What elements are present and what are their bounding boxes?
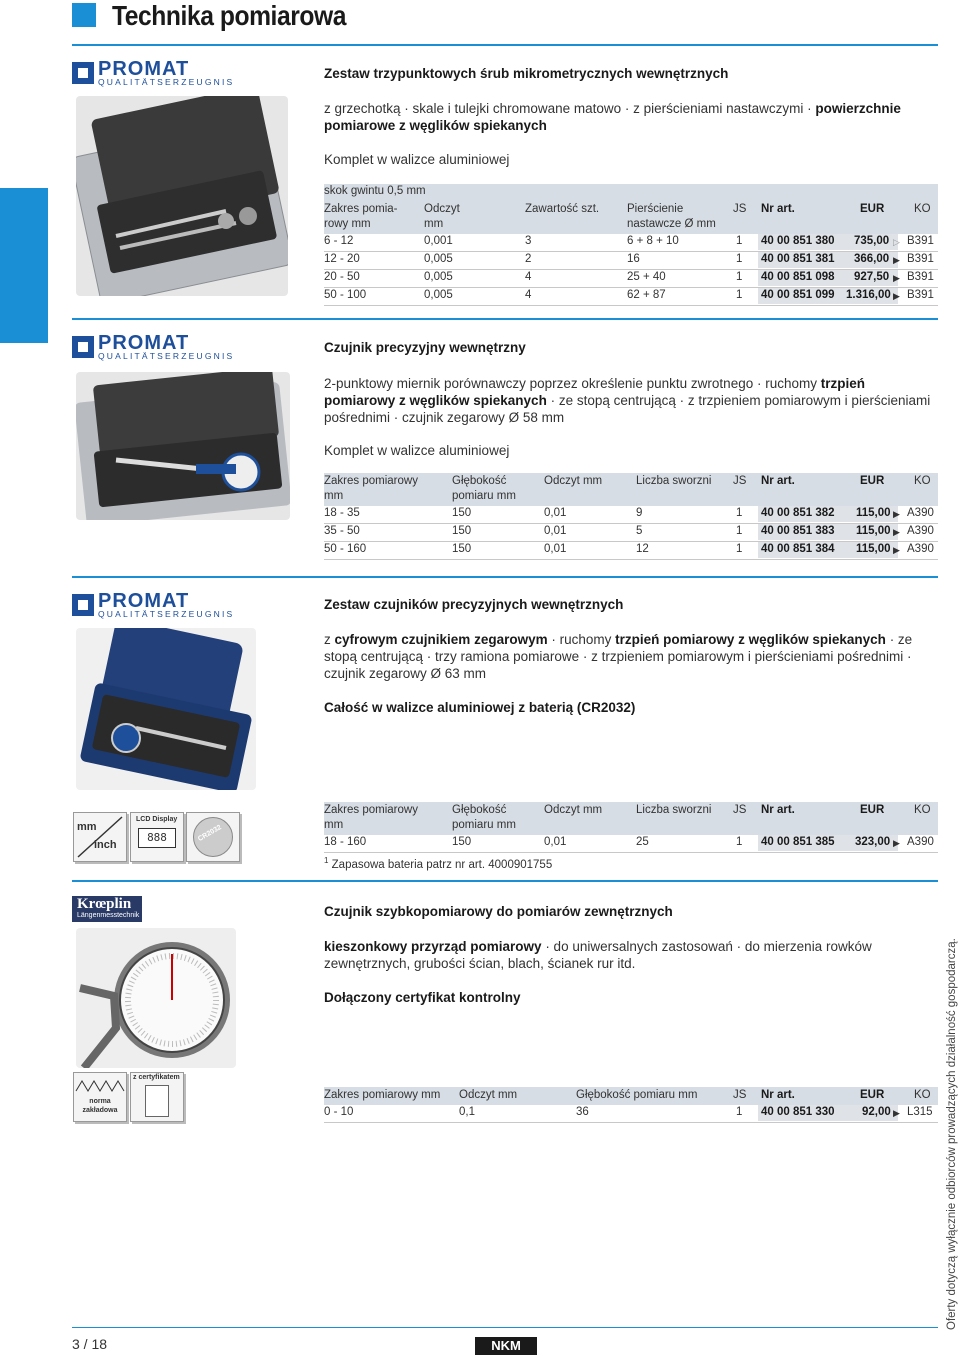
promat-logo-mark (72, 336, 94, 358)
section3-description: z cyfrowym czujnikiem zegarowym · ruchomy trzpień pomiarowy z węglików spiekanych · ze stopą centrującą · trzy ramiona pomiarowe · z trzpieniem pomiarowym i pierścieniami pośrednimi · czujnik zegarowy Ø 63 mm (324, 632, 913, 681)
article-number: 40 00 851 385 (761, 836, 835, 848)
lcd-display-icon: LCD Display 888 (130, 812, 184, 862)
promat-logo-sub: QUALITÄTSERZEUGNIS (98, 351, 235, 361)
table-header-row (324, 201, 938, 234)
promat-logo (72, 58, 235, 88)
micrometer-case-image (76, 96, 288, 296)
col-header-js: JS (733, 475, 747, 487)
col-header-contents: Zawartość szt. (525, 203, 600, 215)
col-header-range-unit: mm (324, 490, 344, 502)
section-divider (72, 576, 938, 578)
mm-inch-icon: mm inch (73, 812, 127, 862)
product-photo-micrometer-set (76, 96, 288, 296)
promat-logo-word: PROMAT (98, 590, 190, 612)
triangle-icon: ▷ (893, 237, 900, 247)
col-header-reading: Odczyt mm (459, 1089, 518, 1101)
price: 115,00 (856, 543, 891, 555)
col-header-range-unit: rowy mm (324, 218, 371, 230)
section1-title: Zestaw trzypunktowych śrub mikrometrycznych wewnętrznych (324, 66, 729, 81)
section1-table (324, 184, 938, 306)
col-header-ko: KO (914, 804, 931, 816)
triangle-icon: ▶ (893, 273, 900, 283)
triangle-icon: ▶ (893, 255, 900, 265)
price: 735,00 (854, 235, 890, 247)
col-header-range: Zakres pomia- (324, 203, 398, 215)
triangle-icon: ▶ (893, 527, 900, 537)
header-rule (72, 44, 938, 46)
col-header-range-unit: mm (324, 819, 344, 831)
col-header-art: Nr art. (761, 475, 795, 487)
nkm-logo: NKM (475, 1337, 537, 1355)
section2-title: Czujnik precyzyjny wewnętrzny (324, 340, 526, 355)
col-header-art: Nr art. (761, 1089, 795, 1101)
triangle-icon: ▶ (893, 545, 900, 555)
table-row: 35 - 50 150 0,01 5 1 40 00 851 383 115,00 ▶ A390 (324, 524, 938, 542)
triangle-icon: ▶ (893, 509, 900, 519)
col-header-js: JS (733, 804, 747, 816)
price: 927,50 (854, 271, 890, 283)
promat-logo-mark (72, 62, 94, 84)
table-header-row (324, 473, 938, 506)
col-header-reading: Odczyt (424, 203, 460, 215)
col-header-art: Nr art. (761, 804, 795, 816)
col-header-js: JS (733, 203, 747, 215)
price: 115,00 (856, 525, 891, 537)
col-header-ko: KO (914, 1089, 931, 1101)
page-number: 3 / 18 (72, 1336, 108, 1352)
col-header-range: Zakres pomiarowy (324, 475, 418, 487)
kroplin-logo: Krœplin Längenmesstechnik (72, 896, 142, 922)
section3-title: Zestaw czujników precyzyjnych wewnętrznych (324, 597, 624, 612)
table-caption: skok gwintu 0,5 mm (324, 185, 426, 197)
col-header-rings: Pierścienie (627, 203, 684, 215)
promat-logo-word: PROMAT (98, 58, 190, 80)
product-photo-bore-gauge (76, 372, 290, 520)
table-row: 50 - 160 150 0,01 12 1 40 00 851 384 115,00 ▶ A390 (324, 542, 938, 560)
page-title: Technika pomiarowa (112, 0, 346, 31)
col-header-ko: KO (914, 203, 931, 215)
price: 366,00 (854, 253, 890, 265)
col-header-eur: EUR (860, 475, 885, 487)
footer-rule (72, 1327, 938, 1328)
triangle-icon: ▶ (893, 1108, 900, 1118)
col-header-js: JS (733, 1089, 747, 1101)
header-square (72, 3, 96, 27)
col-header-pins: Liczba sworzni (636, 475, 712, 487)
triangle-icon: ▶ (893, 838, 900, 848)
table-caption-row (324, 184, 938, 201)
col-header-art: Nr art. (761, 203, 795, 215)
promat-logo (72, 590, 235, 620)
section1-packaging: Komplet w walizce aluminiowej (324, 152, 510, 167)
product-photo-caliper-gauge (76, 928, 236, 1068)
table-row: 50 - 100 0,005 4 62 + 87 1 40 00 851 099 1.316,00 ▶ B391 (324, 288, 938, 306)
table-header-row (324, 1087, 938, 1105)
section2-table (324, 473, 938, 560)
caliper-gauge-image (76, 928, 236, 1068)
side-tab (0, 188, 48, 343)
col-header-depth: Głębokość (452, 804, 507, 816)
section-divider (72, 880, 938, 882)
col-header-eur: EUR (860, 1089, 885, 1101)
bore-gauge-case-image (76, 372, 290, 520)
article-number: 40 00 851 098 (761, 271, 835, 283)
col-header-depth: Głębokość pomiaru mm (576, 1089, 698, 1101)
price: 115,00 (856, 507, 891, 519)
promat-logo-word: PROMAT (98, 332, 190, 354)
table-row: 12 - 20 0,005 2 16 1 40 00 851 381 366,00 ▶ B391 (324, 252, 938, 270)
table-row: 18 - 160 150 0,01 25 1 40 00 851 385 323,00 ▶ A390 (324, 835, 938, 853)
col-header-range: Zakres pomiarowy mm (324, 1089, 441, 1101)
col-header-reading: Odczyt mm (544, 475, 603, 487)
col-header-rings-unit: nastawcze Ø mm (627, 218, 716, 230)
article-number: 40 00 851 383 (761, 525, 835, 537)
col-header-reading-unit: mm (424, 218, 444, 230)
table-row: 0 - 10 0,1 36 1 40 00 851 330 92,00 ▶ L315 (324, 1105, 938, 1123)
table-row: 18 - 35 150 0,01 9 1 40 00 851 382 115,00 ▶ A390 (324, 506, 938, 524)
col-header-eur: EUR (860, 203, 885, 215)
article-number: 40 00 851 381 (761, 253, 835, 265)
vertical-disclaimer: Oferty dotyczą wyłącznie odbiorców prowadzących działalność gospodarczą. (946, 938, 958, 1330)
digital-set-case-image (76, 628, 256, 790)
section-divider (72, 318, 938, 320)
table-header-row (324, 802, 938, 835)
certificate-icon: z certyfikatem (130, 1072, 184, 1122)
col-header-ko: KO (914, 475, 931, 487)
section4-description: kieszonkowy przyrząd pomiarowy · do uniwersalnych zastosowań · do mierzenia rowków zewnętrznych, grubości ścian, blach, ścianek rur itd. (324, 939, 872, 971)
article-number: 40 00 851 330 (761, 1106, 835, 1118)
col-header-depth: Głębokość (452, 475, 507, 487)
promat-logo (72, 332, 235, 362)
battery-icon: CR2032 (186, 812, 240, 862)
col-header-eur: EUR (860, 804, 885, 816)
article-number: 40 00 851 382 (761, 507, 835, 519)
promat-logo-sub: QUALITÄTSERZEUGNIS (98, 609, 235, 619)
promat-logo-sub: QUALITÄTSERZEUGNIS (98, 77, 235, 87)
footnote: $^1$ Zapasowa bateria patrz nr art. 4000901755 (324, 856, 553, 871)
product-photo-digital-set (76, 628, 256, 790)
table-row: 20 - 50 0,005 4 25 + 40 1 40 00 851 098 927,50 ▶ B391 (324, 270, 938, 288)
col-header-pins: Liczba sworzni (636, 804, 712, 816)
section4-note: Dołączony certyfikat kontrolny (324, 990, 521, 1005)
promat-logo-mark (72, 594, 94, 616)
section1-description: z grzechotką · skale i tulejki chromowane matowo · z pierścieniami nastawczymi · powierzchnie pomiarowe z węglików spiekanych (324, 101, 901, 133)
section3-packaging: Całość w walizce aluminiowej z baterią (CR2032) (324, 700, 636, 715)
triangle-icon: ▶ (893, 291, 900, 301)
article-number: 40 00 851 099 (761, 289, 835, 301)
section4-table (324, 1087, 938, 1123)
price: 1.316,00 (846, 289, 891, 301)
col-header-reading: Odczyt mm (544, 804, 603, 816)
article-number: 40 00 851 380 (761, 235, 835, 247)
col-header-range: Zakres pomiarowy (324, 804, 418, 816)
price: 92,00 (862, 1106, 891, 1118)
norma-zakladowa-icon: norma zakładowa (73, 1072, 127, 1122)
col-header-depth-unit: pomiaru mm (452, 819, 516, 831)
section3-table (324, 802, 938, 871)
section2-packaging: Komplet w walizce aluminiowej (324, 443, 510, 458)
article-number: 40 00 851 384 (761, 543, 835, 555)
col-header-depth-unit: pomiaru mm (452, 490, 516, 502)
price: 323,00 (855, 836, 891, 848)
table-row: 6 - 12 0,001 3 6 + 8 + 10 1 40 00 851 380 735,00 ▷ B391 (324, 234, 938, 252)
section4-title: Czujnik szybkopomiarowy do pomiarów zewnętrznych (324, 904, 673, 919)
section2-description: 2-punktowy miernik porównawczy poprzez określenie punktu zwrotnego · ruchomy trzpień pomiarowy z węglików spiekanych · ze stopą centrującą · z trzpieniem pomiarowym i pierścieniami pośrednimi · czujnik zegarowy Ø 58 mm (324, 376, 931, 425)
